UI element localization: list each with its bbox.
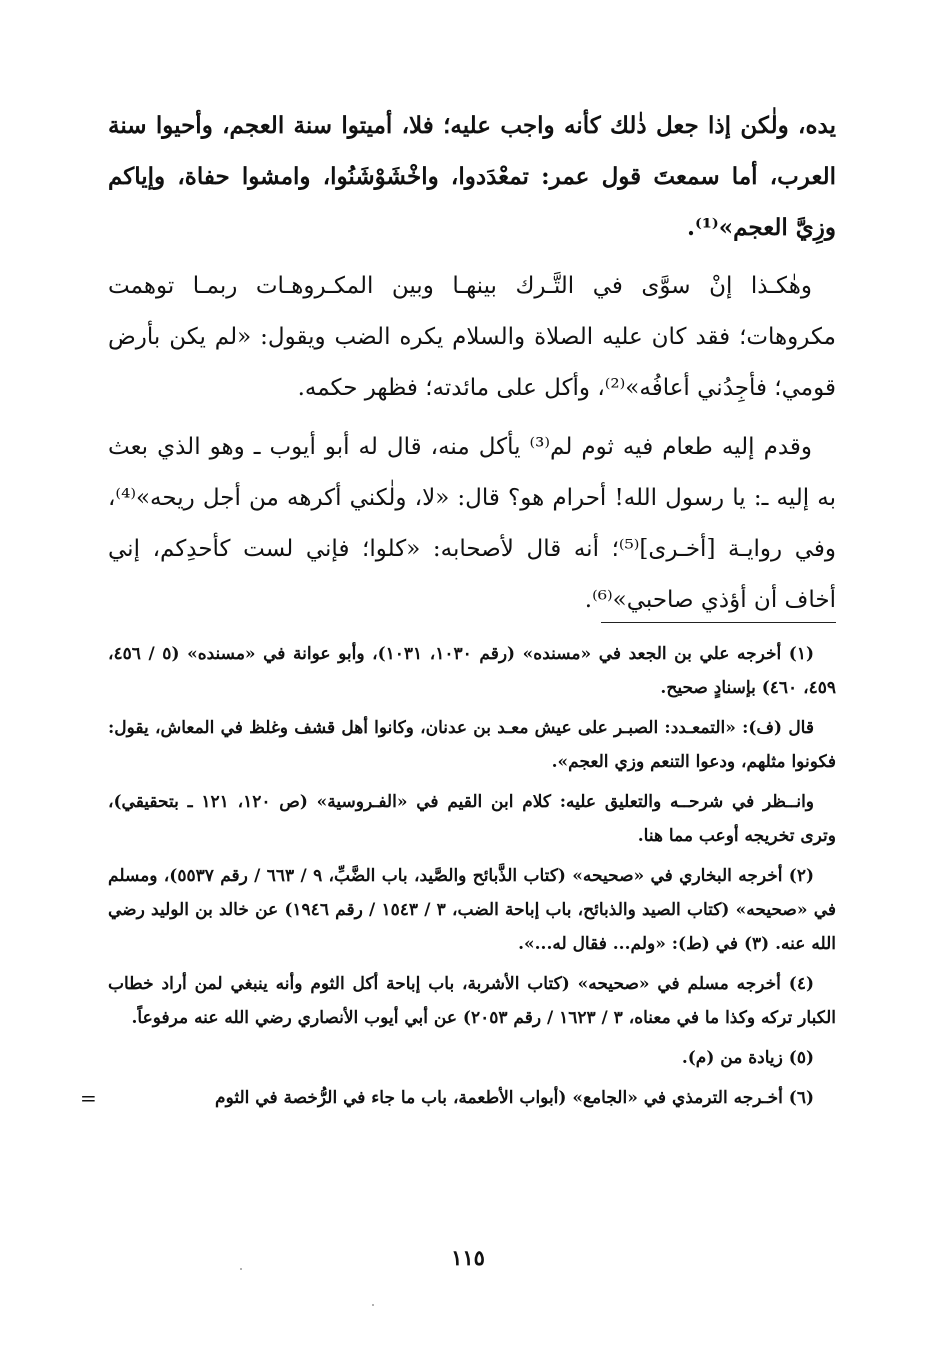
footnote-5: (٥) زيادة من (م). <box>681 1048 814 1068</box>
main-paragraph-3: وقدم إليه طعام فيه ثوم لم⁽³⁾ يأكل منه، قال له أبو أيوب ـ وهو الذي بعث به إليه ـ: يا رسول الله! أحرام هو؟ قال: «لا، ولٰكني أكرهه من أجل ريحه»⁽⁴⁾، وفي روايـة [أخـرى]⁽⁵⁾؛ أنه قال لأصحابه: «كلوا؛ فإني لست كأحدِكم، إني أخاف أن أؤذي صاحبي»⁽⁶⁾. <box>108 434 837 613</box>
footnote-6: (٦) أخـرجه الترمذي في «الجامع» (أبواب الأطعمة، باب ما جاء في الرُّخصة في الثوم <box>215 1088 814 1108</box>
continuation-mark: = <box>80 1086 97 1110</box>
scan-speck <box>372 1304 374 1306</box>
footnote-1-reference: وانــظر في شرحــه والتعليق عليه: كلام ابن القيم في «الفـروسية» (ص ١٢٠، ١٢١ ـ بتحقيقي)، وترى تخريجه أوعب مما هنا. <box>108 792 836 846</box>
footnote-4: (٤) أخرجه مسلم في «صحيحه» (كتاب الأشربة، باب إباحة أكل الثوم وأنه ينبغي لمن أراد خطاب الكبار تركه وكذا ما في معناه، ٣ / ١٦٢٣ / رقم ٢٠٥٣) عن أبي أيوب الأنصاري رضي الله عنه مرفوعاً. <box>108 974 836 1028</box>
main-text <box>108 100 836 626</box>
footnote-6-wrapper <box>80 1081 836 1115</box>
main-paragraph-1: يده، ولٰكن إذا جعل ذٰلك كأنه واجب عليه؛ فلا، أميتوا سنة العجم، وأحيوا سنة العرب، أما سمعتَ قول عمر: تمعْدَدوا، واخْشَوْشَنُوا، وامشوا حفاة، وإياكم وزِيَّ العجم»⁽¹⁾. <box>108 112 836 241</box>
footnote-1-source: (١) أخرجه علي بن الجعد في «مسنده» (رقم ١٠٣٠، ١٠٣١)، وأبو عوانة في «مسنده» (٥ / ٤٥٦، ٤٥٩، ٤٦٠) بإسنادٍ صحيح. <box>108 644 836 698</box>
footnote-2-3: (٢) أخرجه البخاري في «صحيحه» (كتاب الذَّبائح والصَّيد، باب الضَّبِّ، ٩ / ٦٦٣ / رقم ٥٥٣٧)، ومسلم في «صحيحه» (كتاب الصيد والذبائح، باب إباحة الضب، ٣ / ١٥٤٣ / رقم ١٩٤٦) عن خالد بن الوليد رضي الله عنه. (٣) في (ط): «ولم... فقال له...». <box>108 866 836 954</box>
footnotes <box>80 637 836 1115</box>
footnote-rule-line <box>601 622 836 623</box>
scan-speck <box>240 1268 242 1270</box>
page-number: ١١٥ <box>451 1245 485 1270</box>
footnote-1-explanation: قال (ف): «التمعـدد: الصبـر على عيش معـد بن عدنان، وكانوا أهل قشف وغلظ في المعاش، يقول: فكونوا مثلهم، ودعوا التنعم وزي العجم». <box>108 718 836 772</box>
main-paragraph-2: وهٰكـذا إنْ سوَّى في التَّـرك بينهـا وبين المكـروهـات ربمـا توهمت مكروهات؛ فقد كان عليه الصلاة والسلام يكره الضب ويقول: «لم يكن بأرض قومي؛ فأجِدُني أعافُه»⁽²⁾، وأكل على مائدته؛ فظهر حكمه. <box>108 273 836 401</box>
